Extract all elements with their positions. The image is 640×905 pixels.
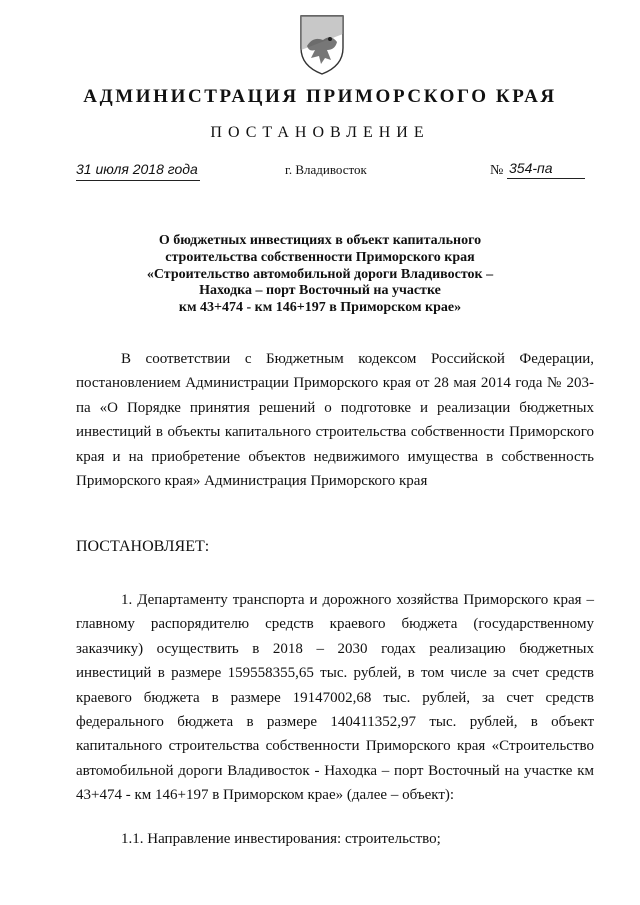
title-line: Находка – порт Восточный на участке (199, 283, 441, 299)
title-line: строительства собственности Приморского края (165, 249, 475, 265)
resolves-heading: ПОСТАНОВЛЯЕТ: (76, 538, 210, 555)
document-number: 354-па (507, 160, 585, 179)
title-line: «Строительство автомобильной дороги Владивосток – (146, 266, 494, 282)
organization-name: АДМИНИСТРАЦИЯ ПРИМОРСКОГО КРАЯ (83, 86, 557, 107)
intro-paragraph: В соответствии с Бюджетным кодексом Российской Федерации, постановлением Администрации Приморского края от 28 мая 2014 года № 203-па «О Порядке принятия решений о подготовке и реализации бюджетных инвестиций в объекты капитального строительства собственности Приморского края и на приобретение объектов недвижимого имущества в собственность Приморского края» Администрация Приморского края (76, 351, 594, 490)
document-number-label: № (490, 163, 504, 178)
document-date: 31 июля 2018 года (76, 160, 200, 181)
item-1-paragraph: 1. Департаменту транспорта и дорожного хозяйства Приморского края – главному распорядителю средств краевого бюджета (государственному заказчику) осуществить в 2018 – 2030 годах реализацию бюджетных инвестиций в размере 159558355,65 тыс. рублей, в том числе за счет средств краевого бюджета в размере 19147002,68 тыс. рублей, за счет средств федерального бюджета в размере 140411352,97 тыс. рублей, в объект капитального строительства собственности Приморского края «Строительство автомобильной дороги Владивосток - Находка – порт Восточный на участке км 43+474 - км 146+197 в Приморском крае» (далее – объект): (76, 592, 594, 804)
document-city: г. Владивосток (285, 162, 367, 177)
title-line: км 43+474 - км 146+197 в Приморском крае» (178, 300, 462, 316)
document-type: ПОСТАНОВЛЕНИЕ (210, 124, 430, 141)
item-1-1-paragraph: 1.1. Направление инвестирования: строительство; (121, 831, 441, 847)
title-line: О бюджетных инвестициях в объект капитального (158, 233, 482, 248)
document-title (0, 233, 640, 317)
coat-of-arms-emblem (297, 14, 347, 76)
